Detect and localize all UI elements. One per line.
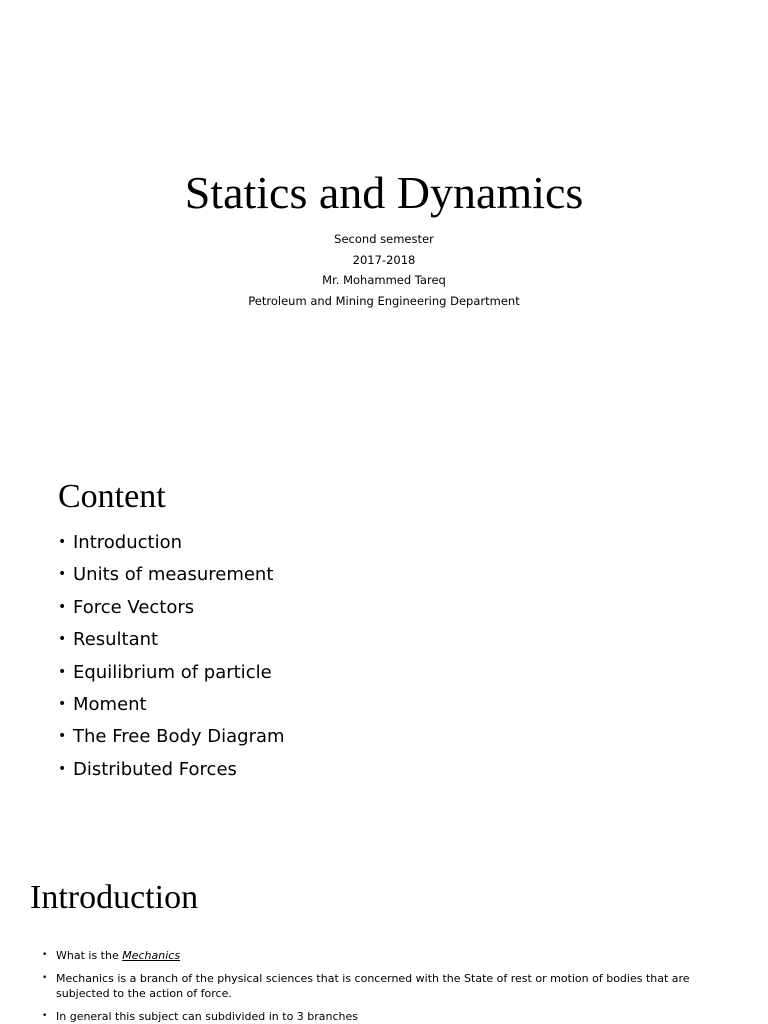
list-item-text: In general this subject can subdivided in to 3 branches bbox=[56, 1010, 359, 1023]
content-list bbox=[58, 529, 285, 788]
introduction-list bbox=[42, 948, 732, 1024]
content-heading: Content bbox=[58, 478, 166, 515]
academic-year-text: 2017-2018 bbox=[352, 252, 416, 267]
list-item-text bbox=[56, 948, 732, 963]
list-item bbox=[58, 561, 285, 593]
list-item-label: The Free Body Diagram bbox=[73, 726, 285, 748]
list-item bbox=[58, 723, 285, 755]
list-item bbox=[58, 691, 285, 723]
title-slide bbox=[0, 0, 768, 430]
list-item bbox=[42, 948, 732, 963]
question-prefix: What is the bbox=[56, 949, 123, 962]
list-item-label: Units of measurement bbox=[73, 564, 274, 586]
instructor-name: Mr. Mohammed Tareq bbox=[322, 273, 446, 287]
mechanics-link[interactable]: Mechanics bbox=[122, 949, 181, 962]
list-item bbox=[58, 594, 285, 626]
bullet-icon: • bbox=[58, 728, 67, 745]
bullet-icon: • bbox=[58, 760, 67, 777]
subtitle-block bbox=[0, 229, 768, 311]
bullet-icon: • bbox=[42, 950, 48, 960]
list-item-label: Force Vectors bbox=[73, 596, 195, 618]
list-item-label: Equilibrium of particle bbox=[73, 661, 272, 683]
list-item bbox=[58, 659, 285, 691]
bullet-icon: • bbox=[58, 631, 67, 648]
list-item-label: Moment bbox=[73, 693, 147, 715]
content-slide bbox=[0, 430, 768, 830]
bullet-icon: • bbox=[58, 598, 67, 615]
introduction-heading: Introduction bbox=[30, 879, 199, 916]
bullet-icon: • bbox=[58, 534, 67, 550]
bullet-icon: • bbox=[58, 663, 67, 680]
list-item-label: Resultant bbox=[73, 629, 159, 651]
bullet-icon: • bbox=[42, 1011, 48, 1021]
introduction-slide bbox=[0, 830, 768, 1024]
list-item bbox=[58, 529, 285, 561]
list-item bbox=[42, 971, 732, 1001]
bullet-icon: • bbox=[58, 566, 67, 583]
list-item-label: Distributed Forces bbox=[73, 758, 237, 780]
bullet-icon: • bbox=[58, 695, 67, 712]
list-item bbox=[58, 626, 285, 658]
list-item bbox=[58, 756, 285, 788]
presentation-title: Statics and Dynamics bbox=[184, 167, 584, 218]
list-item-text: Mechanics is a branch of the physical sciences that is concerned with the State of rest or motion of bodies that are subjected to the action of force. bbox=[56, 972, 690, 1000]
list-item-label: Introduction bbox=[73, 532, 183, 553]
bullet-icon: • bbox=[42, 973, 48, 983]
list-item bbox=[42, 1009, 732, 1024]
department-name: Petroleum and Mining Engineering Department bbox=[248, 293, 520, 308]
semester-text: Second semester bbox=[334, 232, 434, 246]
